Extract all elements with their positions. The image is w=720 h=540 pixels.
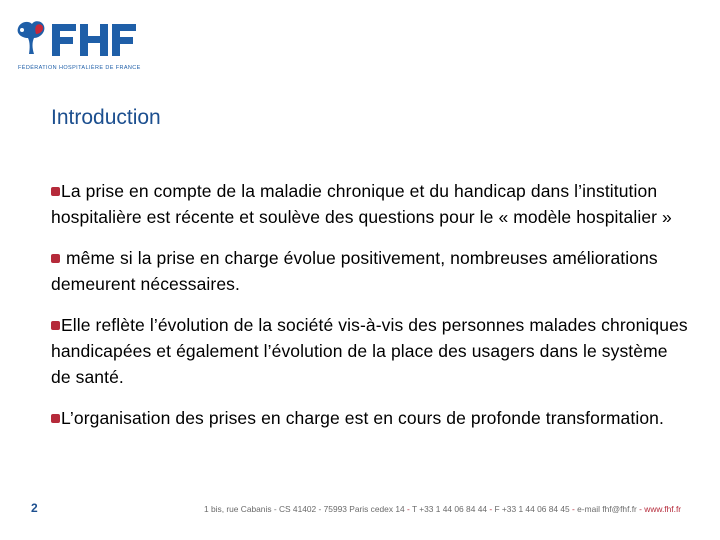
footer-separator: - bbox=[636, 504, 645, 514]
logo-subtitle: FÉDÉRATION HOSPITALIÈRE DE FRANCE bbox=[18, 65, 141, 71]
list-item-text: L’organisation des prises en charge est en cours de profonde transformation. bbox=[61, 408, 664, 428]
page-title: Introduction bbox=[51, 106, 161, 129]
page-number: 2 bbox=[31, 501, 38, 515]
fhf-logo-graphic bbox=[14, 16, 142, 66]
footer-separator: - bbox=[569, 504, 578, 514]
footer-contact bbox=[204, 504, 681, 514]
footer-fax: F +33 1 44 06 84 45 bbox=[494, 504, 570, 514]
list-item bbox=[51, 312, 691, 390]
bullet-icon bbox=[51, 187, 60, 196]
tree-emblem-icon bbox=[18, 21, 45, 54]
bullet-icon bbox=[51, 321, 60, 330]
list-item-text: La prise en compte de la maladie chronique et du handicap dans l’institution hospitalière est récente et soulève des questions pour le « modèle hospitalier » bbox=[51, 181, 672, 227]
footer-website-link[interactable]: www.fhf.fr bbox=[644, 504, 682, 514]
list-item-text: Elle reflète l’évolution de la société vis-à-vis des personnes malades chroniques handicapées et également l’évolution de la place des usagers dans le système de santé. bbox=[51, 315, 688, 387]
list-item bbox=[51, 245, 691, 297]
footer-phone: T +33 1 44 06 84 44 bbox=[411, 504, 488, 514]
list-item bbox=[51, 178, 691, 230]
bullet-icon bbox=[51, 414, 60, 423]
list-item-text: même si la prise en charge évolue positivement, nombreuses améliorations demeurent nécessaires. bbox=[51, 248, 658, 294]
footer-email[interactable]: e-mail fhf@fhf.fr bbox=[577, 504, 637, 514]
footer-address: 1 bis, rue Cabanis - CS 41402 - 75993 Paris cedex 14 bbox=[204, 504, 405, 514]
bullet-list bbox=[51, 178, 691, 446]
footer-separator: - bbox=[404, 504, 412, 514]
list-item bbox=[51, 405, 691, 431]
footer-separator: - bbox=[487, 504, 495, 514]
fhf-letters bbox=[52, 24, 136, 56]
bullet-icon bbox=[51, 254, 60, 263]
